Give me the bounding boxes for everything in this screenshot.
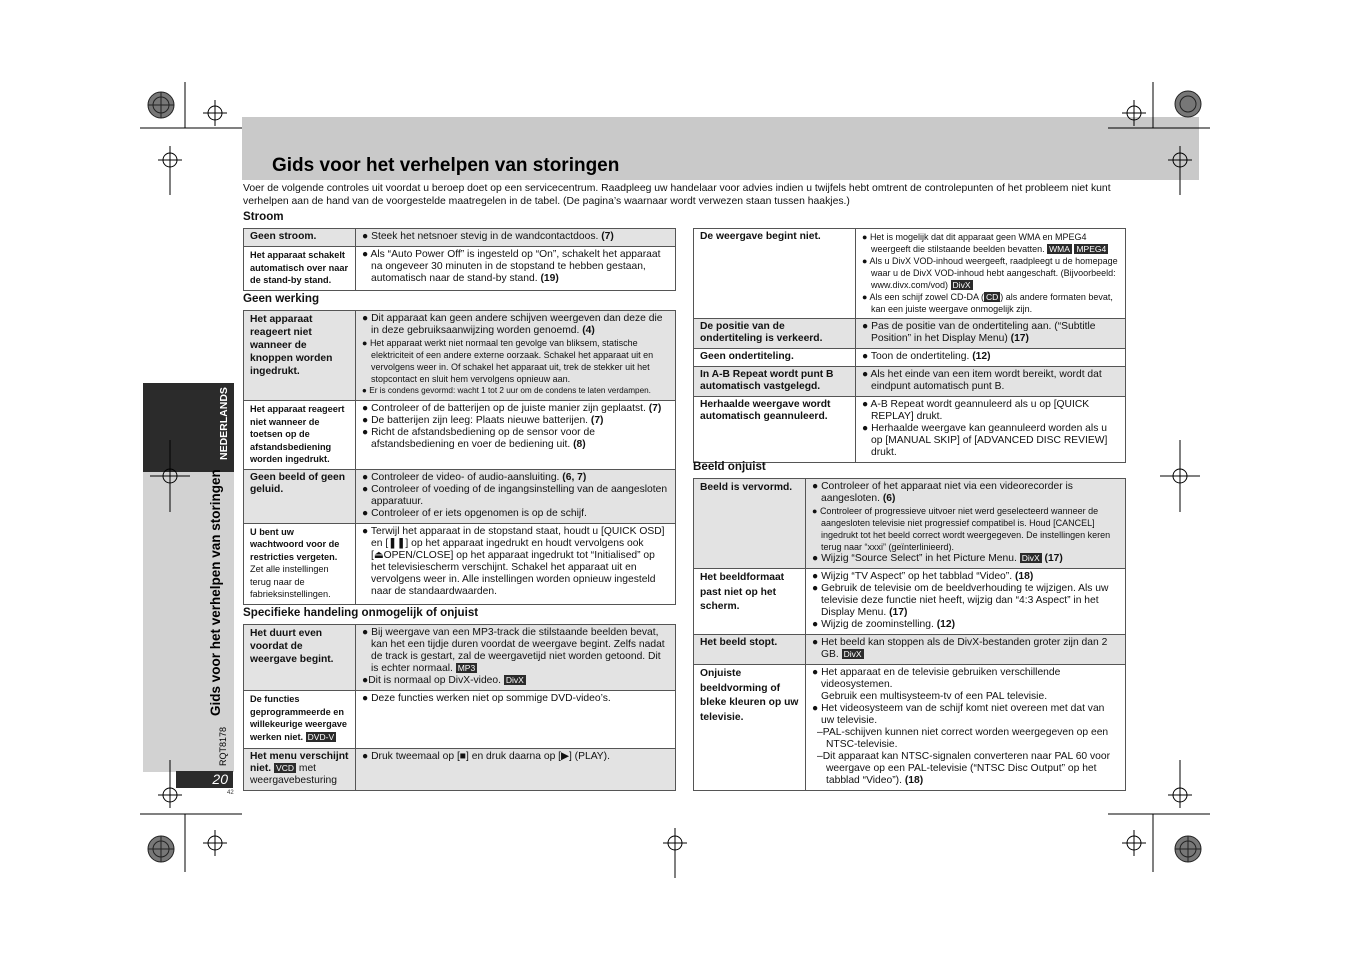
problem-text: Het menu verschijnt niet.	[250, 751, 349, 774]
solution-cell: ● Controleer de video- of audio-aansluiting. (6, 7) ● Controleer of voeding of de ingangsinstelling van de aangesloten apparatuur. ● Controleer of er iets opgenomen is op de schijf.	[356, 469, 676, 523]
page-ref: (18)	[1014, 571, 1034, 582]
solution-text: De batterijen zijn leeg: Plaats nieuwe batterijen.	[371, 415, 589, 426]
solution-cell: ● Wijzig “TV Aspect” op het tabblad “Video”. (18) ● Gebruik de televisie om de beeldverhouding te wijzigen. Als uw televisie deze functie niet heeft, wijzig dan “4:3 Aspect” in het Display Menu. (17) ● Wijzig de zoominstelling. (12)	[806, 569, 1126, 635]
page-title: Gids voor het verhelpen van storingen	[272, 155, 620, 176]
solution-cell: ● Druk tweemaal op [■] en druk daarna op [▶] (PLAY).	[356, 749, 676, 791]
section-heading-stroom: Stroom	[243, 210, 284, 223]
solution-text: Als het einde van een item wordt bereikt, wordt dat eindpunt automatisch punt B.	[870, 369, 1102, 392]
solution-text: Steek het netsnoer stevig in de wandcontactdoos.	[371, 231, 599, 242]
page-ref: (6)	[882, 493, 896, 504]
problem-cell: Het beeld stopt.	[694, 635, 806, 665]
solution-cell: ● Controleer of de batterijen op de juiste manier zijn geplaatst. (7) ● De batterijen zijn leeg: Plaats nieuwe batterijen. (7) ● Richt de afstandsbediening op de sensor voor de afstandsbediening en voer de bediening uit. (8)	[356, 401, 676, 470]
solution-cell: ● Het is mogelijk dat dit apparaat geen WMA en MPEG4 weergeeft die stilstaande beelden bevatten. WMA MPEG4 ● Als u DivX VOD-inhoud weergeeft, raadpleegt u de homepage waar u de DivX VOD-inhoud hebt aangeschaft. (Bijvoorbeeld: www.divx.com/vod) DivX ● Als een schijf zowel CD-DA ( CD ) als andere formaten bevat, kan een juiste weergave onmogelijk zijn.	[856, 229, 1126, 319]
solution-text: Wijzig “Source Select” in het Picture Menu.	[821, 553, 1017, 564]
sheet-number: 42	[227, 790, 234, 796]
registration-target-icon	[1175, 91, 1201, 117]
page-ref: (12)	[972, 351, 991, 362]
section-heading-beeld: Beeld onjuist	[693, 460, 766, 473]
solution-text: Controleer of de batterijen op de juiste manier zijn geplaatst.	[371, 403, 646, 414]
solution-text: A-B Repeat wordt geannuleerd als u op [QUICK REPLAY] drukt.	[870, 399, 1090, 422]
crosshair-icon	[1168, 760, 1192, 808]
crosshair-icon	[1168, 146, 1192, 195]
problem-cell: De positie van de ondertiteling is verkeerd.	[694, 319, 856, 349]
solution-cell: ● Terwijl het apparaat in de stopstand staat, houdt u [QUICK OSD] en [❚❚] op het apparaat ingedrukt en houdt vervolgens ook [⏏OPEN/CLOSE] op het apparaat ingedrukt tot “Initialised” op het televisiescherm verschijnt. Schakel het apparaat uit en vervolgens weer in. Alle instellingen worden opnieuw ingesteld naar de standaardwaarden.	[356, 523, 676, 604]
sidebar-language: NEDERLANDS	[218, 387, 230, 460]
problem-cell: Het apparaat schakelt automatisch over naar de stand-by stand.	[244, 247, 356, 291]
solution-cell: ● Toon de ondertiteling. (12)	[856, 349, 1126, 367]
mpeg4-badge: MPEG4	[1076, 244, 1107, 254]
solution-text: Controleer of progressieve uitvoer niet werd geselecteerd wanneer de aangesloten televisie niet progressief compatibel is. Houd [CANCEL] ingedrukt tot het beeld correct wordt weergegeven. De instellingen keren terug naar “xxxi” (geïnterlinieerd).	[819, 506, 1111, 552]
crosshair-icon	[663, 828, 687, 878]
cd-badge: CD	[986, 292, 999, 302]
crosshair-icon	[158, 146, 182, 195]
solution-text: Controleer de video- of audio-aansluiting.	[371, 471, 560, 483]
page-ref: (12)	[936, 619, 956, 630]
page-ref: (18)	[904, 775, 924, 786]
solution-text: Pas de positie van de ondertiteling aan. (“Subtitle Position” in het Display Menu)	[871, 321, 1096, 344]
crosshair-icon	[203, 100, 227, 126]
divx-badge: DivX	[1021, 553, 1040, 563]
page-ref: (7)	[590, 415, 604, 426]
divx-badge: DivX	[505, 675, 524, 685]
solution-cell: ● Deze functies werken niet op sommige DVD-video’s.	[356, 691, 676, 749]
solution-text: Het apparaat werkt niet normaal ten gevolge van bliksem, statische elektriciteit of een andere externe oorzaak. Schakel het apparaat uit en vervolgens weer in. Of schakel het apparaat uit, trek de stekker uit het stopcontact en sluit hem vervolgens opnieuw aan.	[369, 338, 654, 384]
problem-cell: Herhaalde weergave wordt automatisch geannuleerd.	[694, 397, 856, 463]
intro-text: Voer de volgende controles uit voordat u beroep doet op een servicecentrum. Raadpleeg uw handelaar voor advies indien u twijfels hebt omtrent de controlepunten of het probleem niet kunt verhelpen aan de hand van de voorgestelde maatregelen in de tabel. (De pagina’s waarnaar wordt verwezen staan tussen haakjes.)	[243, 183, 1111, 207]
problem-cell: Het duurt even voordat de weergave begint.	[244, 625, 356, 691]
solution-text: –PAL-schijven kunnen niet correct worden weergegeven op een NTSC-televisie.	[817, 727, 1109, 750]
wma-badge: WMA	[1049, 244, 1070, 254]
model-code: RQT8178	[218, 726, 228, 766]
solution-text: Gebruik de televisie om de beeldverhouding te wijzigen. Als uw televisie deze functie niet heeft, wijzig dan “4:3 Aspect” in het Display Menu.	[821, 583, 1109, 618]
page-ref: (17)	[889, 607, 908, 618]
page-ref: (7)	[648, 403, 662, 414]
solution-text: Het videosysteem van de schijf komt niet overeen met dat van uw televisie.	[821, 703, 1105, 726]
solution-text: Druk tweemaal op [■] en druk daarna op [▶] (PLAY).	[371, 751, 610, 762]
problem-subtext: Zet alle instellingen terug naar de fabrieksinstellingen.	[250, 564, 331, 599]
solution-text: Het beeld kan stoppen als de DivX-bestanden groter zijn dan 2 GB.	[821, 637, 1108, 660]
solution-text: Als een schijf zowel CD-DA (	[869, 292, 984, 302]
divx-badge: DivX	[952, 280, 971, 290]
problem-cell: Geen stroom.	[244, 229, 356, 247]
sidebar-vertical-title: Gids voor het verhelpen van storingen	[208, 469, 223, 716]
registration-target-icon	[148, 836, 174, 862]
crosshair-icon	[1160, 440, 1200, 512]
problem-cell: Geen beeld of geen geluid.	[244, 469, 356, 523]
crosshair-icon	[150, 440, 190, 512]
dvd-v-badge: DVD-V	[307, 731, 335, 742]
page-ref: (6, 7)	[562, 471, 587, 483]
solution-text: Gebruik een multisysteem-tv of een PAL televisie.	[821, 691, 1048, 702]
solution-cell: ● Controleer of het apparaat niet via een videorecorder is aangesloten. (6) ● Controleer of progressieve uitvoer niet werd geselecteerd wanneer de aangesloten televisie niet progressief compatibel is. Houd [CANCEL] ingedrukt tot het beeld correct wordt weergegeven. De instellingen keren terug naar “xxxi” (geïnterlinieerd). ● Wijzig “Source Select” in het Picture Menu. DivX (17)	[806, 479, 1126, 569]
page-ref: (4)	[582, 325, 595, 336]
solution-text: Controleer of het apparaat niet via een videorecorder is aangesloten.	[821, 481, 1073, 504]
problem-cell: Beeld is vervormd.	[694, 479, 806, 569]
page-number: 20	[212, 771, 228, 787]
solution-cell: ● Bij weergave van een MP3-track die stilstaande beelden bevat, kan het een tijdje duren voordat de weergave begint. Zelfs nadat de track is gestart, zal de weergavetijd niet worden getoond. Dit is echter normaal. MP3 ●Dit is normaal op DivX-video. DivX	[356, 625, 676, 691]
solution-cell: ● A-B Repeat wordt geannuleerd als u op [QUICK REPLAY] drukt. ● Herhaalde weergave kan geannuleerd worden als u op [MANUAL SKIP] of [ADVANCED DISC REVIEW] drukt.	[856, 397, 1126, 463]
problem-cell: Het apparaat reageert niet wanneer de knoppen worden ingedrukt.	[244, 311, 356, 401]
crosshair-icon	[203, 830, 227, 856]
problem-subtext: met weergavebesturing	[250, 763, 338, 786]
solution-text: –Dit apparaat kan NTSC-signalen converteren naar PAL 60 voor weergave op een PAL-televisie (“NTSC Disc Output” op het tabblad “Video”).	[817, 751, 1111, 786]
registration-target-icon	[148, 92, 174, 118]
solution-text: Wijzig de zoominstelling.	[821, 619, 934, 630]
solution-text: Controleer of voeding of de ingangsinstelling van de aangesloten apparatuur.	[371, 483, 668, 507]
problem-cell: Onjuiste beeldvorming of bleke kleuren op uw televisie.	[694, 665, 806, 791]
solution-text: ) als andere formaten bevat, kan een juiste weergave onmogelijk zijn.	[871, 292, 1113, 314]
solution-text: Als “Auto Power Off” is ingesteld op “On”, schakelt het apparaat na ongeveer 30 minuten in de stopstand te hebben gestaan, automatisch naar de stand-by stand.	[370, 249, 661, 284]
solution-text: Het is mogelijk dat dit apparaat geen WMA en MPEG4 weergeeft die stilstaande beelden bevatten.	[869, 232, 1087, 254]
page-ref: (17)	[1010, 333, 1029, 344]
solution-text: Bij weergave van een MP3-track die stilstaande beelden bevat, kan het een tijdje duren voordat de weergave begint. Zelfs nadat de track is gestart, zal de weergavetijd niet worden getoond. Dit is echter normaal.	[371, 627, 665, 674]
page-ref: (19)	[540, 273, 559, 284]
problem-cell: Het beeldformaat past niet op het scherm.	[694, 569, 806, 635]
solution-cell: ● Als het einde van een item wordt bereikt, wordt dat eindpunt automatisch punt B.	[856, 367, 1126, 397]
solution-text: Herhaalde weergave kan geannuleerd worden als u op [MANUAL SKIP] of [ADVANCED DISC REVIEW] drukt.	[871, 423, 1108, 458]
crosshair-icon	[1122, 100, 1146, 126]
crosshair-icon	[158, 760, 182, 808]
page-ref: (7)	[601, 231, 614, 242]
section-heading-specifiek: Specifieke handeling onmogelijk of onjuist	[243, 606, 479, 619]
divx-badge: DivX	[843, 649, 862, 659]
solution-cell: ● Pas de positie van de ondertiteling aan. (“Subtitle Position” in het Display Menu) (17)	[856, 319, 1126, 349]
crosshair-icon	[1122, 830, 1146, 856]
section-heading-geen-werking: Geen werking	[243, 292, 320, 305]
solution-cell: ● Steek het netsnoer stevig in de wandcontactdoos. (7)	[356, 229, 676, 247]
solution-text: Richt de afstandsbediening op de sensor voor de afstandsbediening en voer de bediening uit.	[371, 427, 595, 450]
problem-text: U bent uw wachtwoord voor de restricties vergeten.	[250, 526, 340, 562]
problem-cell: Het apparaat reageert niet wanneer de toetsen op de afstandsbediening worden ingedrukt.	[244, 401, 356, 470]
solution-text: Controleer of er iets opgenomen is op de schijf.	[371, 507, 587, 519]
problem-cell: De weergave begint niet.	[694, 229, 856, 319]
solution-cell: ● Het beeld kan stoppen als de DivX-bestanden groter zijn dan 2 GB. DivX	[806, 635, 1126, 665]
solution-text: Dit is normaal op DivX-video.	[368, 675, 501, 686]
vcd-badge: VCD	[276, 763, 294, 773]
solution-text: Terwijl het apparaat in de stopstand staat, houdt u [QUICK OSD] en [❚❚] op het apparaat ingedrukt en houdt vervolgens ook [⏏OPEN/CLOSE] op het apparaat ingedrukt tot “Initialised” op het televisiescherm verschijnt. Schakel het apparaat uit en vervolgens weer in. Alle instellingen worden opnieuw ingesteld naar de standaardwaarden.	[370, 525, 665, 597]
solution-text: Als u DivX VOD-inhoud weergeeft, raadpleegt u de homepage waar u de DivX VOD-inhoud hebt aangeschaft. (Bijvoorbeeld: www.divx.com/vod)	[869, 256, 1118, 290]
solution-cell: ● Dit apparaat kan geen andere schijven weergeven dan deze die in deze gebruiksaanwijzing worden genoemd. (4) ● Het apparaat werkt niet normaal ten gevolge van bliksem, statische elektriciteit of een andere externe oorzaak. Schakel het apparaat uit en vervolgens weer in. Of schakel het apparaat uit, trek de stekker uit het stopcontact en sluit hem vervolgens opnieuw aan. ● Er is condens gevormd: wacht 1 tot 2 uur om de condens te laten verdampen.	[356, 311, 676, 401]
page-ref: (8)	[573, 439, 586, 450]
solution-text: Deze functies werken niet op sommige DVD-video’s.	[371, 693, 611, 704]
problem-text: De functies geprogrammeerde en willekeurige weergave werken niet.	[250, 694, 348, 742]
registration-target-icon	[1175, 836, 1201, 862]
problem-cell: Geen ondertiteling.	[694, 349, 856, 367]
solution-text: Toon de ondertiteling.	[870, 351, 970, 362]
solution-text: Er is condens gevormd: wacht 1 tot 2 uur om de condens te laten verdampen.	[369, 386, 651, 395]
solution-cell: ● Als “Auto Power Off” is ingesteld op “On”, schakelt het apparaat na ongeveer 30 minuten in de stopstand te hebben gestaan, automatisch naar de stand-by stand. (19)	[356, 247, 676, 291]
page-ref: (17)	[1044, 553, 1063, 564]
problem-cell: In A-B Repeat wordt punt B automatisch vastgelegd.	[694, 367, 856, 397]
solution-text: Dit apparaat kan geen andere schijven weergeven dan deze die in deze gebruiksaanwijzing worden genoemd.	[371, 313, 663, 336]
solution-text: Wijzig “TV Aspect” op het tabblad “Video”.	[821, 571, 1013, 582]
solution-text: Het apparaat en de televisie gebruiken verschillende videosystemen.	[821, 667, 1061, 690]
solution-cell: ● Het apparaat en de televisie gebruiken verschillende videosystemen. Gebruik een multisysteem-tv of een PAL televisie. ● Het videosysteem van de schijf komt niet overeen met dat van uw televisie. –PAL-schijven kunnen niet correct worden weergegeven op een NTSC-televisie. –Dit apparaat kan NTSC-signalen converteren naar PAL 60 voor weergave op een PAL-televisie (“NTSC Disc Output” op het tabblad “Video”). (18)	[806, 665, 1126, 791]
mp3-badge: MP3	[457, 663, 476, 673]
